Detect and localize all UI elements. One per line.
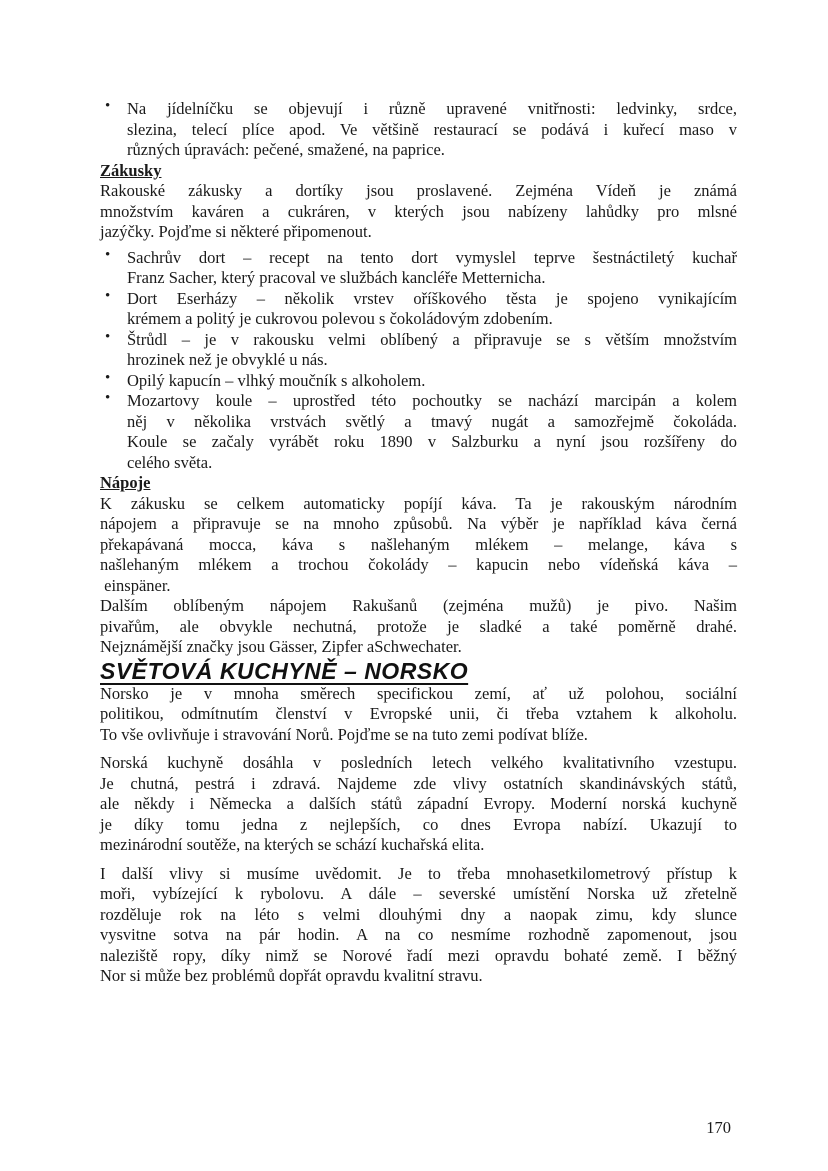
heading-napoje: Nápoje: [100, 473, 151, 492]
text-line: Sachrův dort – recept na tento dort vymyslel teprve šestnáctiletý kuchař: [127, 247, 737, 267]
page-number: 170: [706, 1118, 731, 1137]
page-content: [100, 99, 737, 987]
text-line: Dort Eserházy – několik vrstev oříškového těsta je spojeno vynikajícím: [127, 288, 737, 308]
list-item: [100, 99, 737, 161]
text-line: jazýčky. Pojďme si některé připomenout.: [100, 222, 372, 241]
text-line: něj v několika vrstvách světlý a tmavý nugát a samozřejmě čokoláda.: [127, 411, 737, 431]
text-line: einspäner.: [100, 575, 171, 595]
text-line: Nejznámější značky jsou Gässer, Zipfer aSchwechater.: [100, 637, 462, 656]
heading-zakusky: Zákusky: [100, 160, 162, 180]
text-line: slezina, telecí plíce apod. Ve většině restaurací se podává i kuřecí maso v: [127, 119, 737, 139]
text-line: různých úpravách: pečené, smažené, na paprice.: [127, 140, 445, 159]
bullet-icon: •: [105, 328, 111, 345]
text-line: I další vlivy si musíme uvědomit. Je to třeba mnohasetkilometrový přístup k: [100, 863, 737, 883]
bullet-list: [100, 99, 737, 161]
text-line: moři, vybízející k rybolovu. A dále – severské umístění Norska už zřetelně: [100, 884, 737, 903]
text-line: Dalším oblíbeným nápojem Rakušanů (zejména mužů) je pivo. Našim: [100, 596, 737, 615]
bullet-icon: •: [105, 369, 111, 386]
paragraph: [100, 684, 737, 746]
text-line: překapávaná mocca, káva s našlehaným mlékem – melange, káva s: [100, 534, 737, 554]
text-line: rozděluje rok na léto s velmi dlouhými dny a naopak zimu, kdy slunce: [100, 904, 737, 924]
text-line: našlehaným mlékem a trochou čokolády – kapucin nebo vídeňská káva –: [100, 555, 737, 574]
paragraph: [100, 864, 737, 987]
heading-svetova-kuchyne-norsko: SVĚTOVÁ KUCHYNĚ – NORSKO: [100, 657, 469, 684]
text-line: množstvím kaváren a cukráren, v kterých jsou nabízeny lahůdky pro mlsné: [100, 201, 737, 221]
text-line: Koule se začaly vyrábět roku 1890 v Salzburku a nyní jsou rozšířeny do: [127, 432, 737, 451]
bullet-icon: •: [105, 287, 111, 304]
text-line: Norská kuchyně dosáhla v posledních letech velkého kvalitativního vzestupu.: [100, 753, 737, 772]
text-line: naleziště ropy, díky nimž se Norové řadí mezi opravdu bohaté země. I běžný: [100, 945, 737, 965]
bullet-list: [100, 248, 737, 474]
text-line: Franz Sacher, který pracoval ve službách kancléře Metternicha.: [127, 268, 546, 287]
paragraph: [100, 181, 737, 243]
bullet-icon: •: [105, 390, 111, 406]
list-item: [100, 391, 737, 473]
text-line: mezinárodní soutěže, na kterých se schází kuchařská elita.: [100, 835, 485, 854]
text-line: Štrůdl – je v rakousku velmi oblíbený a připravuje se s větším množstvím: [127, 329, 737, 349]
list-item: [100, 289, 737, 330]
text-line: Norsko je v mnoha směrech specifickou zemí, ať už polohou, sociální: [100, 683, 737, 703]
text-line: hrozinek než je obvyklé u nás.: [127, 350, 328, 369]
text-line: pivařům, ale obvykle nechutná, protože je sladké a také poměrně drahé.: [100, 616, 737, 636]
text-line: celého světa.: [127, 452, 213, 472]
list-item: [100, 248, 737, 289]
bullet-icon: •: [105, 246, 111, 263]
text-line: K zákusku se celkem automaticky popíjí káva. Ta je rakouským národním: [100, 493, 737, 513]
text-line: je díky tomu jedna z nejlepších, co dnes Evropa nabízí. Ukazují to: [100, 814, 737, 834]
bullet-icon: •: [105, 98, 111, 114]
list-item: [100, 371, 737, 392]
text-line: Mozartovy koule – uprostřed této pochoutky se nachází marcipán a kolem: [127, 391, 737, 410]
text-line: Na jídelníčku se objevují i různě upravené vnitřnosti: ledvinky, srdce,: [127, 99, 737, 118]
text-line: vysvitne sotva na pár hodin. A na co nesmíme rozhodně zapomenout, jsou: [100, 925, 737, 944]
text-line: Je chutná, pestrá i zdravá. Najdeme zde vlivy ostatních skandinávských států,: [100, 773, 737, 793]
text-line: Rakouské zákusky a dortíky jsou proslavené. Zejména Vídeň je známá: [100, 181, 737, 200]
text-line: nápojem a připravuje se na mnoho způsobů. Na výběr je například káva černá: [100, 514, 737, 533]
text-line: krémem a politý je cukrovou polevou s čokoládovým zdobením.: [127, 309, 553, 328]
paragraph: [100, 596, 737, 658]
text-line: Nor si může bez problémů dopřát opravdu kvalitní stravu.: [100, 966, 483, 985]
text-line: ale někdy i Německa a dalších států západní Evropy. Moderní norská kuchyně: [100, 794, 737, 813]
paragraph: [100, 753, 737, 856]
list-item: [100, 330, 737, 371]
text-line: politikou, odmítnutím členství v Evropské unii, či třeba vztahem k alkoholu.: [100, 704, 737, 723]
text-line: Opilý kapucín – vlhký moučník s alkoholem.: [127, 370, 426, 390]
text-line: To vše ovlivňuje i stravování Norů. Pojďme se na tuto zemi podívat blíže.: [100, 724, 588, 744]
paragraph: [100, 494, 737, 597]
